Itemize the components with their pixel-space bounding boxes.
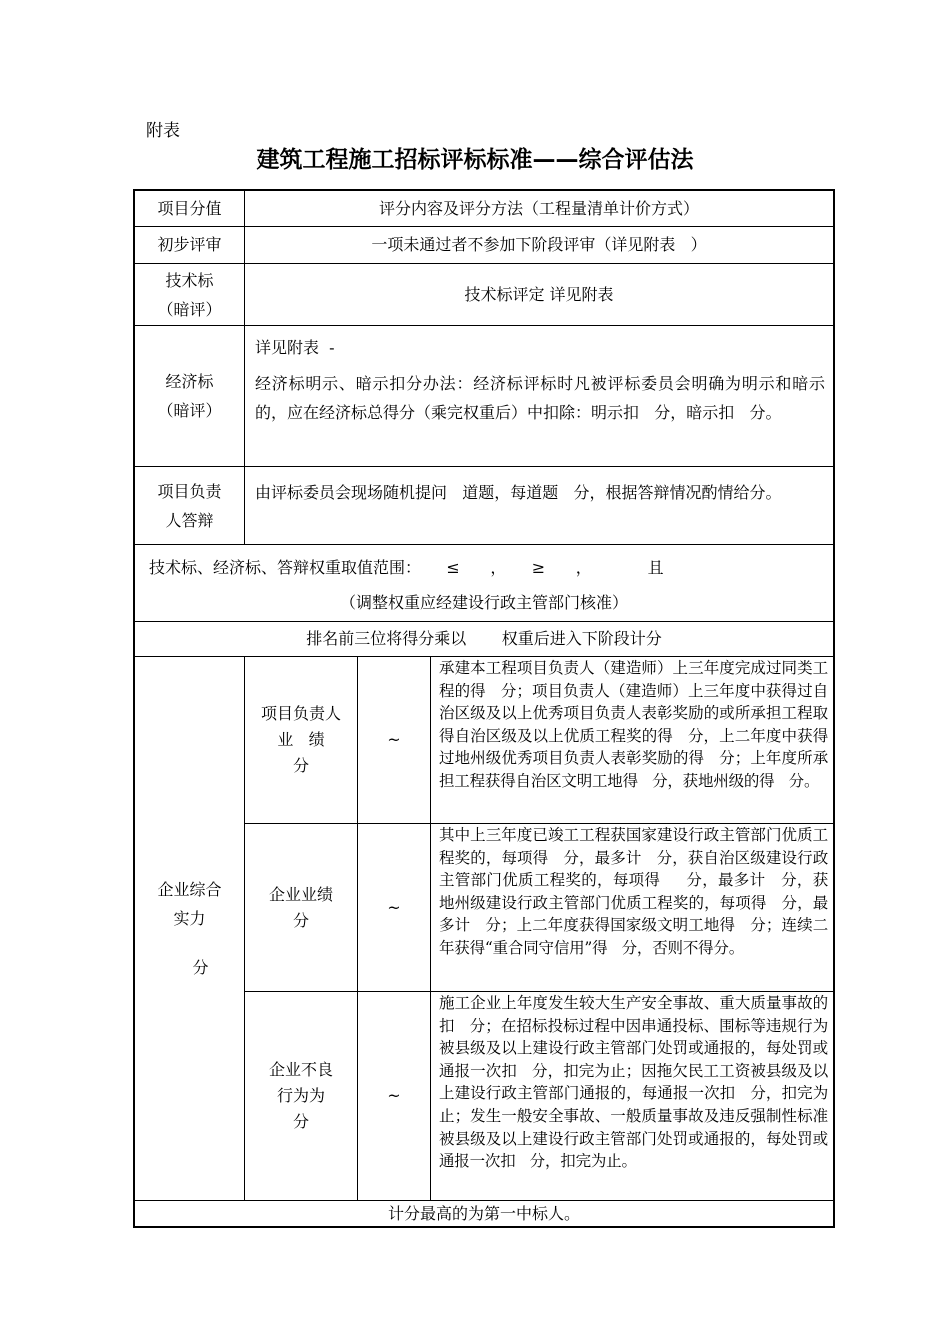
defense-label — [135, 467, 244, 544]
economic-label-line2: （暗评） — [157, 401, 222, 420]
manager-performance-label — [245, 657, 357, 823]
misconduct-label — [245, 992, 357, 1200]
winning-bidder-rule: 计分最高的为第一中标人。 — [387, 1203, 580, 1223]
economic-label — [135, 326, 244, 466]
enterprise-strength-label — [135, 657, 244, 1200]
manager-label-line2: 业 绩 — [277, 730, 325, 749]
ranking-rule: 排名前三位将得分乘以 权重后进入下阶段计分 — [306, 629, 662, 648]
technical-label — [135, 264, 244, 325]
preliminary-review-label: 初步评审 — [157, 235, 222, 254]
enterprise-label-line1: 企业综合 — [157, 880, 222, 899]
misconduct-score-range: ~ — [387, 1086, 401, 1105]
enterprise-label-line2: 实力 — [173, 909, 206, 928]
company-performance-label — [245, 824, 357, 991]
economic-label-line1: 经济标 — [165, 372, 214, 391]
technical-content: 技术标评定 详见附表 — [464, 284, 614, 304]
enterprise-label-line3: 分 — [192, 958, 209, 977]
attachment-label: 附表 — [146, 121, 180, 141]
company-performance-content: 其中上三年度已竣工工程获国家建设行政主管部门优质工程奖的，每项得 分，最多计 分，获自治区级建设行政主管部门优质工程奖的，每项得 分，最多计 分，获地州级建设行政主管部门优质工程奖的，每项得 分，最多计 分；上二年度获得国家级文明工地得 分；连续二年获得“重合同守信用”得 分，否则不得分。 — [439, 826, 828, 957]
manager-performance-content: 承建本工程项目负责人（建造师）上三年度完成过同类工程的得 分；项目负责人（建造师）上三年度中获得过自治区级及以上优秀项目负责人表彰奖励的或所承担工程取得自治区级及以上优质工程奖的得 分，上二年度中获得过地州级优秀项目负责人表彰奖励的得 分；上年度所承担工程获得自治区文明工地得 分，获地州级的得 分。 — [439, 659, 828, 790]
company-label-line2: 分 — [292, 910, 309, 930]
manager-label-line3: 分 — [292, 756, 309, 775]
defense-label-line1: 项目负责 — [157, 481, 222, 501]
technical-label-line2: （暗评） — [157, 299, 222, 319]
page-title: 建筑工程施工招标评标标准——综合评估法 — [256, 147, 694, 173]
economic-deduction-rules: 经济标明示、暗示扣分办法：经济标评标时凡被评标委员会明确为明示和暗示的，应在经济标总得分（乘完权重后）中扣除：明示扣 分，暗示扣 分。 — [255, 374, 825, 422]
header-scoring-method: 评分内容及评分方法（工程量清单计价方式） — [378, 199, 699, 218]
misconduct-label-line3: 分 — [292, 1112, 309, 1131]
defense-label-line2: 人答辩 — [165, 510, 214, 530]
manager-label-line1: 项目负责人 — [260, 704, 341, 723]
misconduct-content: 施工企业上年度发生较大生产安全事故、重大质量事故的扣 分；在招标投标过程中因串通投标、围标等违规行为被县级及以上建设行政主管部门处罚或通报的，每处罚或通报一次扣 分，扣完为止；因拖欠民工工资被县级及以上建设行政主管部门通报的，每通报一次扣 分，扣完为止；发生一般安全事故、一般质量事故及违反强制性标准被县级及以上建设行政主管部门处罚或通报的，每处罚或通报一次扣 分，扣完为止。 — [439, 994, 828, 1171]
scoring-table — [133, 189, 835, 1228]
company-score-range: ~ — [387, 897, 401, 917]
technical-label-line1: 技术标 — [165, 270, 214, 290]
header-item-score: 项目分值 — [157, 199, 222, 218]
misconduct-label-line1: 企业不良 — [268, 1060, 333, 1079]
manager-score-range: ~ — [387, 730, 401, 749]
weight-range: 技术标、经济标、答辩权重取值范围： ≤ ， ≥ ， 且 — [149, 558, 664, 577]
defense-content: 由评标委员会现场随机提问 道题，每道题 分，根据答辩情况酌情给分。 — [255, 483, 782, 502]
weight-approval-note: （调整权重应经建设行政主管部门核准） — [339, 593, 628, 612]
misconduct-label-line2: 行为为 — [276, 1086, 325, 1105]
row-divider — [135, 544, 833, 545]
column-divider — [430, 656, 431, 1200]
preliminary-review-content: 一项未通过者不参加下阶段评审（详见附表 ） — [371, 235, 707, 254]
economic-reference: 详见附表 - — [255, 338, 335, 357]
company-label-line1: 企业业绩 — [268, 884, 333, 904]
